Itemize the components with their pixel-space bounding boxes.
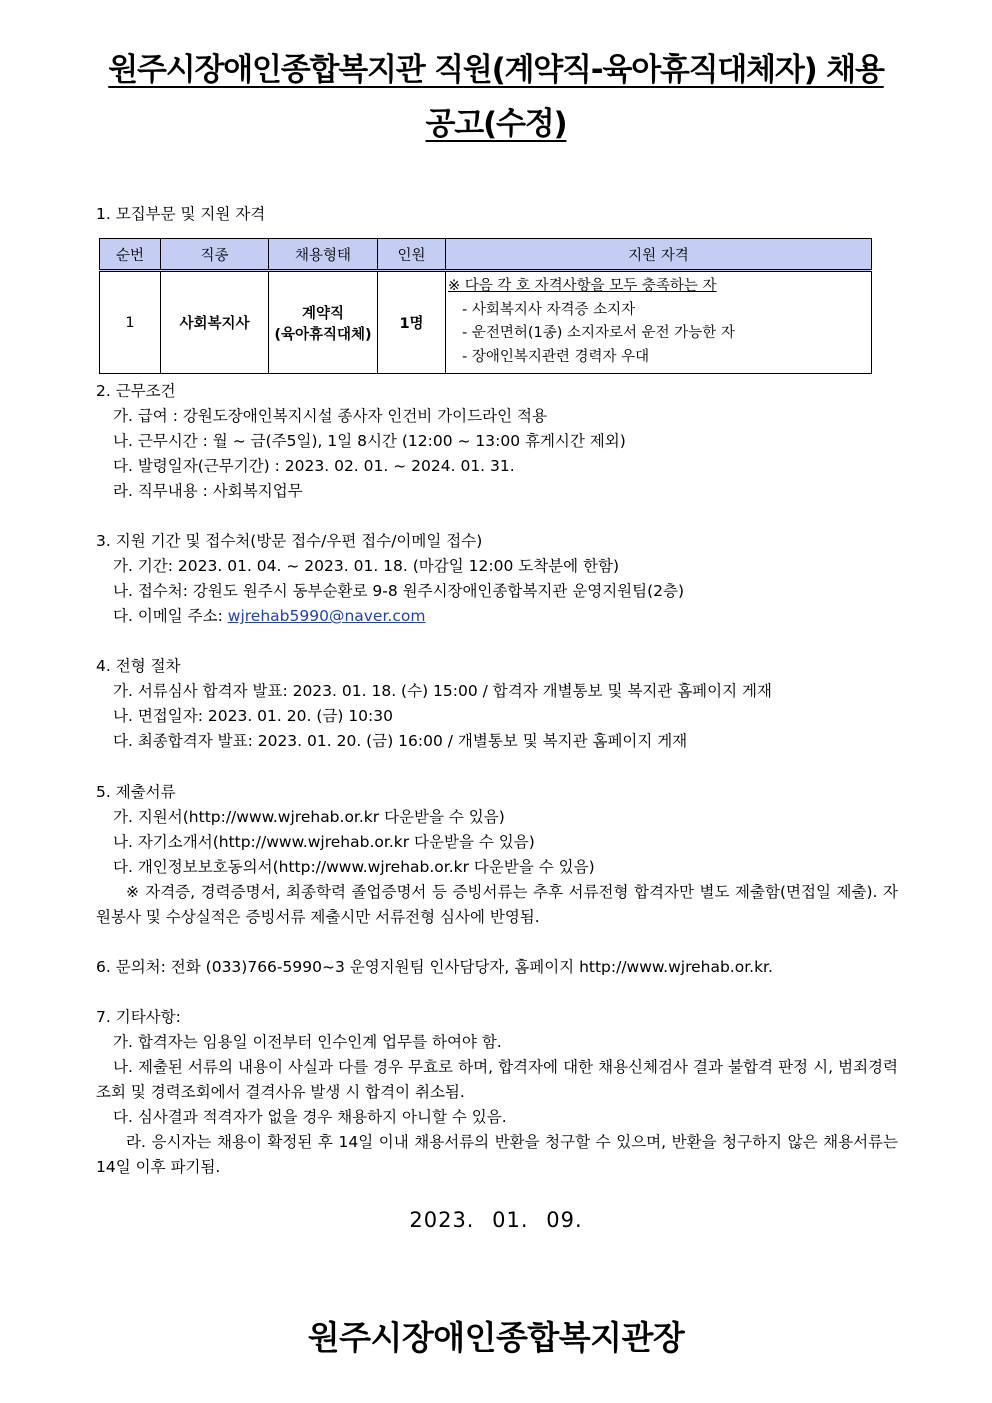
- issue-date: 2023. 01. 09.: [409, 1208, 583, 1232]
- section2-item: 가. 급여 : 강원도장애인복지시설 종사자 인건비 가이드라인 적용: [113, 407, 547, 425]
- section4-item: 다. 최종합격자 발표: 2023. 01. 20. (금) 16:00 / 개별통보 및 복지관 홈페이지 게재: [113, 732, 688, 750]
- qualification-item: - 사회복지사 자격증 소지자: [462, 301, 636, 318]
- cell-qualifications: [446, 271, 872, 374]
- section2-item: 라. 직무내용 : 사회복지업무: [113, 482, 303, 500]
- section4-item: 나. 면접일자: 2023. 01. 20. (금) 10:30: [113, 707, 393, 725]
- document-title-line2: 공고(수정): [425, 106, 567, 142]
- cell-job: 사회복지사: [161, 271, 269, 374]
- table-header-row: [100, 239, 872, 271]
- table-header-cell: 지원 자격: [446, 239, 872, 271]
- section1-heading: 1. 모집부문 및 지원 자격: [96, 205, 266, 223]
- cell-employment-type: [269, 271, 378, 374]
- employment-type-line1: 계약직: [301, 305, 345, 322]
- section3-email-line: [96, 604, 919, 629]
- cell-number: 1: [100, 271, 161, 374]
- email-link[interactable]: wjrehab5990@naver.com: [227, 607, 426, 625]
- qualification-item: - 장애인복지관련 경력자 우대: [462, 348, 650, 365]
- section7-heading: 7. 기타사항:: [96, 1008, 181, 1026]
- section6-contact: 6. 문의처: 전화 (033)766-5990~3 운영지원팀 인사담당자, 홈페이지 http://www.wjrehab.or.kr.: [96, 958, 773, 976]
- section5-item: 다. 개인정보보호동의서(http://www.wjrehab.or.kr 다운받을 수 있음): [113, 858, 595, 876]
- section7-item: 나. 제출된 서류의 내용이 사실과 다를 경우 무효로 하며, 합격자에 대한 채용신체검사 결과 불합격 판정 시, 범죄경력 조회 및 경력조회에서 결격사유 발생 시 합격이 취소됨.: [96, 1058, 898, 1101]
- table-header-cell: 직종: [161, 239, 269, 271]
- table-header-cell: 채용형태: [269, 239, 378, 271]
- table-header-cell: 순번: [100, 239, 161, 271]
- section5-item: 가. 지원서(http://www.wjrehab.or.kr 다운받을 수 있음): [113, 808, 505, 826]
- section4-item: 가. 서류심사 합격자 발표: 2023. 01. 18. (수) 15:00 / 합격자 개별통보 및 복지관 홈페이지 게재: [113, 682, 772, 700]
- email-label: 다. 이메일 주소:: [113, 607, 228, 625]
- section2-item: 나. 근무시간 : 월 ~ 금(주5일), 1일 8시간 (12:00 ~ 13:00 휴게시간 제외): [113, 432, 626, 450]
- section4-heading: 4. 전형 절차: [96, 657, 181, 675]
- section2-item: 다. 발령일자(근무기간) : 2023. 02. 01. ~ 2024. 01. 31.: [113, 457, 515, 475]
- section3-heading: 3. 지원 기간 및 접수처(방문 접수/우편 접수/이메일 접수): [96, 532, 483, 550]
- section3-item: 나. 접수처: 강원도 원주시 동부순환로 9-8 원주시장애인종합복지관 운영지원팀(2층): [113, 582, 685, 600]
- table-row: [100, 271, 872, 374]
- section5-item: 나. 자기소개서(http://www.wjrehab.or.kr 다운받을 수 있음): [113, 833, 535, 851]
- document-title-line1: 원주시장애인종합복지관 직원(계약직-육아휴직대체자) 채용: [108, 52, 884, 88]
- issuer-signature: 원주시장애인종합복지관장: [307, 1318, 685, 1357]
- section3-item: 가. 기간: 2023. 01. 04. ~ 2023. 01. 18. (마감일 12:00 도착분에 한함): [113, 557, 620, 575]
- section5-heading: 5. 제출서류: [96, 783, 176, 801]
- section5-note: ※ 자격증, 경력증명서, 최종학력 졸업증명서 등 증빙서류는 추후 서류전형 합격자만 별도 제출함(면접일 제출). 자원봉사 및 수상실적은 증빙서류 제출시만 서류전형 심사에 반영됨.: [96, 883, 898, 926]
- section7-item: 다. 심사결과 적격자가 없을 경우 채용하지 아니할 수 있음.: [113, 1108, 507, 1126]
- cell-headcount: 1명: [378, 271, 446, 374]
- qualification-heading: ※ 다음 각 호 자격사항을 모두 충족하는 자: [448, 278, 717, 294]
- recruitment-table: [99, 238, 872, 374]
- employment-type-line2: (육아휴직대체): [274, 326, 372, 343]
- table-header-cell: 인원: [378, 239, 446, 271]
- qualification-item: - 운전면허(1종) 소지자로서 운전 가능한 자: [462, 325, 735, 341]
- section7-item: 가. 합격자는 임용일 이전부터 인수인계 업무를 하여야 함.: [113, 1033, 502, 1051]
- section2-heading: 2. 근무조건: [96, 382, 176, 400]
- section7-item: 라. 응시자는 채용이 확정된 후 14일 이내 채용서류의 반환을 청구할 수 있으며, 반환을 청구하지 않은 채용서류는 14일 이후 파기됨.: [96, 1133, 898, 1176]
